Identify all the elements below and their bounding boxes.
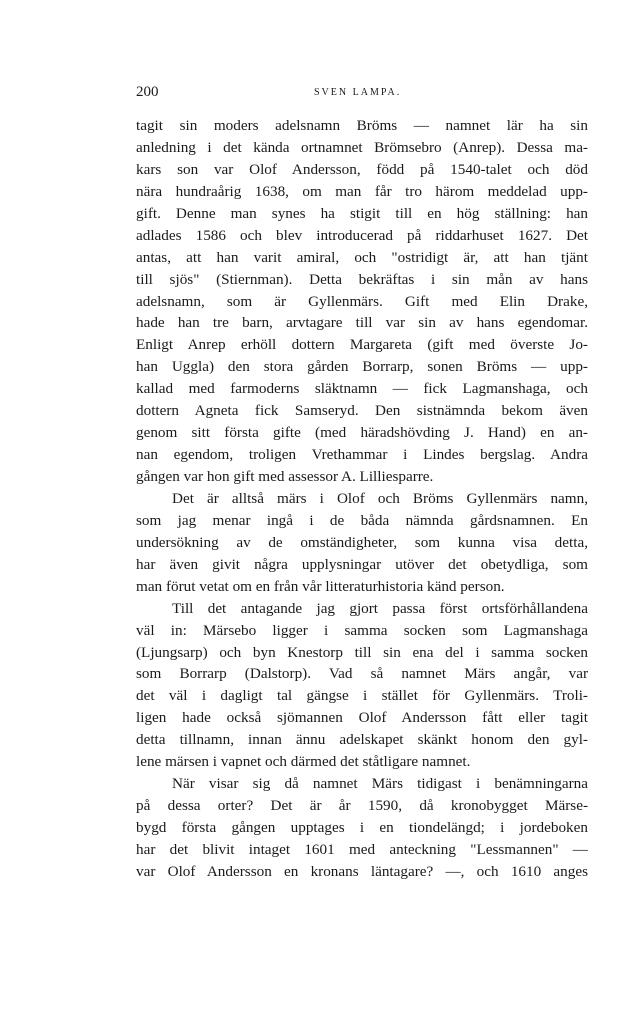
text-line: Till det antagande jag gjort passa först ortsförhållandena bbox=[172, 599, 588, 617]
text-line: När visar sig då namnet Märs tidigast i benämningarna bbox=[172, 775, 588, 793]
body-text bbox=[136, 115, 588, 883]
text-line: undersökning av de omständigheter, som kunna visa detta, bbox=[136, 533, 588, 551]
text-line: (Ljungsarp) och byn Knestorp till sin ena del i samma socken bbox=[136, 643, 588, 661]
text-line: Det är alltså märs i Olof och Bröms Gyllenmärs namn, bbox=[172, 489, 588, 507]
text-line: detta tillnamn, innan ännu adelskapet skänkt honom den gyl- bbox=[136, 731, 588, 749]
text-line: han Uggla) den stora gården Borrarp, sonen Bröms — upp- bbox=[136, 358, 588, 376]
text-line: anledning i det kända ortnamnet Brömsebro (Anrep). Dessa ma- bbox=[136, 138, 588, 156]
text-line: nära hundraårig 1638, om man får tro härom meddelad upp- bbox=[136, 182, 588, 200]
text-line: ligen hade också sjömannen Olof Andersson fått eller tagit bbox=[136, 709, 588, 727]
text-line: tagit sin moders adelsnamn Bröms — namnet lär ha sin bbox=[136, 117, 588, 134]
text-line: lene märsen i vapnet och därmed det ståtligare namnet. bbox=[136, 753, 471, 771]
text-line: väl in: Märsebo ligger i samma socken som Lagmanshaga bbox=[136, 621, 588, 639]
text-line: gift. Denne man synes ha stigit till en hög ställning: han bbox=[136, 204, 588, 222]
page-number: 200 bbox=[136, 84, 159, 100]
text-line: har även givit några upplysningar utöver det obetydliga, som bbox=[136, 555, 588, 573]
text-line: man förut vetat om en från vår litteraturhistoria känd person. bbox=[136, 577, 505, 595]
text-line: kars son var Olof Andersson, född på 1540-talet och död bbox=[136, 160, 588, 178]
text-line: hade han tre barn, arvtagare till var sin av hans egendomar. bbox=[136, 314, 588, 332]
text-line: till sjös" (Stiernman). Detta bekräftas i sin mån av hans bbox=[136, 270, 588, 288]
text-line: dottern Agneta fick Samseryd. Den sistnämnda bekom även bbox=[136, 402, 588, 420]
text-line: var Olof Andersson en kronans läntagare? —, och 1610 anges bbox=[136, 862, 588, 880]
text-line: som jag menar ingå i de båda nämnda gårdsnamnen. En bbox=[136, 511, 588, 529]
text-line: antas, att han varit amiral, och "ostridigt är, att han tjänt bbox=[136, 248, 588, 266]
text-line: gången var hon gift med assessor A. Lilliesparre. bbox=[136, 468, 434, 485]
text-line: adelsnamn, som är Gyllenmärs. Gift med Elin Drake, bbox=[136, 292, 588, 310]
text-line: adlades 1586 och blev introducerad på riddarhuset 1627. Det bbox=[136, 226, 588, 244]
text-line: Enligt Anrep erhöll dottern Margareta (gift med överste Jo- bbox=[136, 336, 588, 354]
text-line: genom sitt första gifte (med häradshövding J. Hand) en an- bbox=[136, 424, 588, 442]
text-line: nan egendom, troligen Vrethammar i Lindes bergslag. Andra bbox=[136, 446, 588, 464]
text-line: på dessa orter? Det är år 1590, då kronobygget Märse- bbox=[136, 797, 588, 815]
running-title: SVEN LAMPA. bbox=[314, 87, 402, 98]
text-line: kallad med farmoderns släktnamn — fick Lagmanshaga, och bbox=[136, 380, 588, 398]
page-header bbox=[136, 84, 588, 104]
text-line: bygd första gången upptages i en tiondelängd; i jordeboken bbox=[136, 819, 588, 836]
text-line: som Borrarp (Dalstorp). Vad så namnet Märs angår, var bbox=[136, 665, 588, 683]
text-line: det väl i dagligt tal gängse i stället för Gyllenmärs. Troli- bbox=[136, 687, 588, 705]
text-line: har det blivit intaget 1601 med anteckning "Lessmannen" — bbox=[136, 840, 588, 858]
